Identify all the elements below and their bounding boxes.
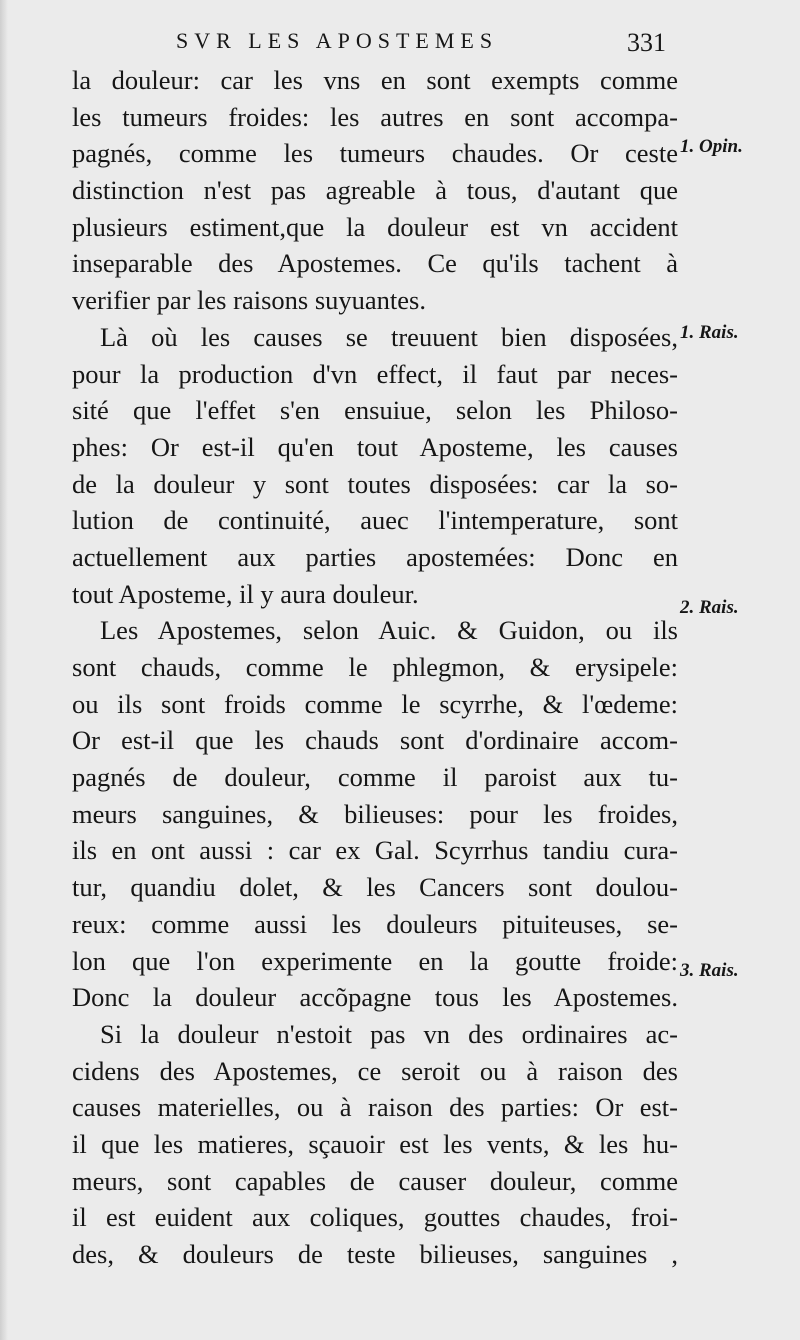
text-line: les tumeurs froides: les autres en sont accompa- <box>72 101 678 132</box>
text-line: verifier par les raisons suyuantes. <box>72 285 426 316</box>
text-line: Là où les causes se treuuent bien disposées, <box>100 321 678 352</box>
text-line: distinction n'est pas agreable à tous, d'autant que <box>72 175 678 206</box>
margin-note-reason-1: 1. Rais. <box>680 322 739 343</box>
text-line: il est euident aux coliques, gouttes chaudes, froi- <box>72 1202 678 1233</box>
text-line: plusieurs estiment,que la douleur est vn accident <box>72 211 678 242</box>
text-line: tur, quandiu dolet, & les Cancers sont doulou- <box>72 872 678 903</box>
text-line: meurs, sont capables de causer douleur, comme <box>72 1165 678 1196</box>
margin-note-reason-2: 2. Rais. <box>680 597 739 618</box>
text-line: sont chauds, comme le phlegmon, & erysipele: <box>72 652 678 682</box>
text-line: des, & douleurs de teste bilieuses, sanguines , <box>72 1239 678 1269</box>
text-line: lon que l'on experimente en la goutte froide: <box>72 945 678 976</box>
body-text <box>72 62 678 1273</box>
text-line: lution de continuité, auec l'intemperature, sont <box>72 505 678 536</box>
text-line: Si la douleur n'estoit pas vn des ordinaires ac- <box>100 1018 678 1049</box>
text-line: causes materielles, ou à raison des parties: Or est- <box>72 1092 678 1123</box>
text-line: cidens des Apostemes, ce seroit ou à raison des <box>72 1055 678 1086</box>
text-line: inseparable des Apostemes. Ce qu'ils tachent à <box>72 248 678 279</box>
text-line: reux: comme aussi les douleurs pituiteuses, se- <box>72 908 678 939</box>
text-line: pagnés de douleur, comme il paroist aux tu- <box>72 762 678 793</box>
page-edge-shadow <box>0 0 8 1340</box>
text-line: Or est-il que les chauds sont d'ordinaire accom- <box>72 725 678 756</box>
text-line: Donc la douleur accõpagne tous les Apostemes. <box>72 982 678 1013</box>
page-header <box>176 28 666 62</box>
margin-note-opinion: 1. Opin. <box>680 136 743 157</box>
text-line: ils en ont aussi : car ex Gal. Scyrrhus tandiu cura- <box>72 835 678 866</box>
text-line: Les Apostemes, selon Auic. & Guidon, ou ils <box>100 615 678 646</box>
text-line: phes: Or est-il qu'en tout Aposteme, les causes <box>72 431 678 462</box>
text-line: pour la production d'vn effect, il faut par neces- <box>72 358 678 389</box>
text-line: il que les matieres, sçauoir est les vents, & les hu- <box>72 1128 678 1159</box>
text-line: meurs sanguines, & bilieuses: pour les froides, <box>72 798 678 829</box>
text-line: ou ils sont froids comme le scyrrhe, & l'œdeme: <box>72 688 678 719</box>
text-line: tout Aposteme, il y aura douleur. <box>72 578 419 609</box>
text-line: de la douleur y sont toutes disposées: car la so- <box>72 468 678 499</box>
page-number: 331 <box>627 28 666 57</box>
running-title: SVR LES APOSTEMES <box>176 28 499 53</box>
text-line: la douleur: car les vns en sont exempts comme <box>72 65 678 95</box>
margin-note-reason-3: 3. Rais. <box>680 960 739 981</box>
text-line: sité que l'effet s'en ensuiue, selon les Philoso- <box>72 395 678 426</box>
text-line: actuellement aux parties apostemées: Donc en <box>72 541 678 572</box>
text-line: pagnés, comme les tumeurs chaudes. Or ceste <box>72 138 678 169</box>
